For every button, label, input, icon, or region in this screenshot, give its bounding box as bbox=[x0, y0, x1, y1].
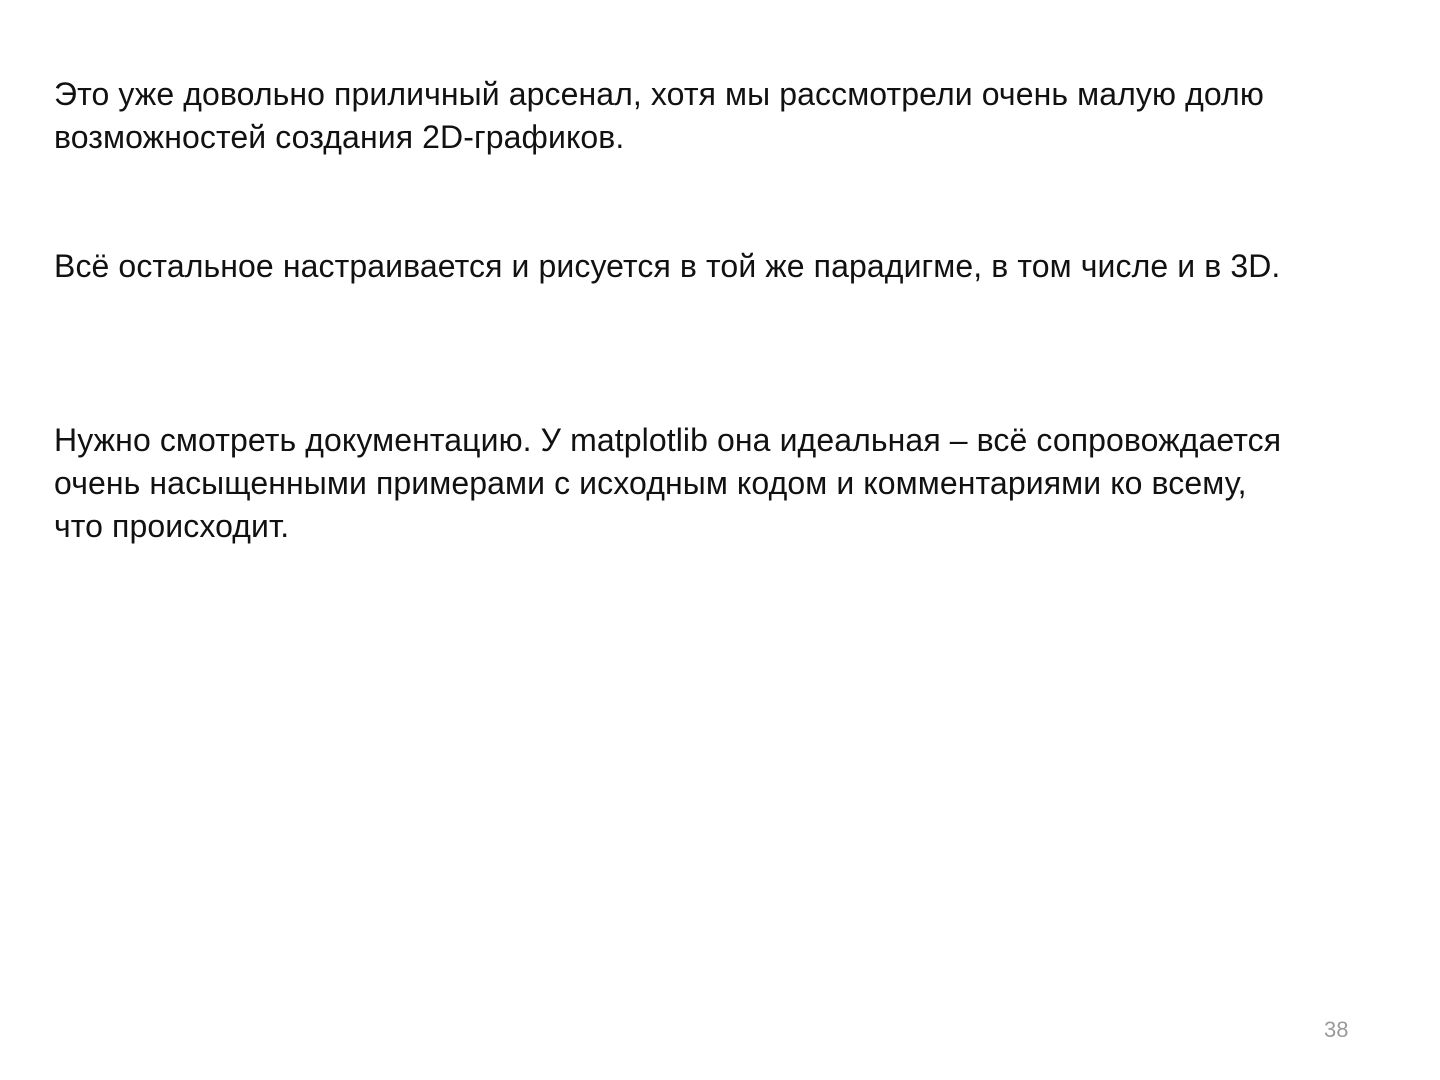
paragraph-1-line-1: Это уже довольно приличный арсенал, хотя мы рассмотрели очень малую долю bbox=[54, 76, 1264, 112]
paragraph-3-line-2: очень насыщенными примерами с исходным кодом и комментариями ко всему, bbox=[54, 465, 1247, 501]
page-number: 38 bbox=[1324, 1017, 1349, 1042]
paragraph-3-line-3: что происходит. bbox=[54, 508, 290, 544]
paragraph-1-line-2: возможностей создания 2D-графиков. bbox=[54, 119, 625, 155]
paragraph-2-line-1: Всё остальное настраивается и рисуется в той же парадигме, в том числе и в 3D. bbox=[54, 248, 1281, 284]
paragraph-3-line-1: Нужно смотреть документацию. У matplotlib она идеальная – всё сопровождается bbox=[54, 422, 1282, 458]
